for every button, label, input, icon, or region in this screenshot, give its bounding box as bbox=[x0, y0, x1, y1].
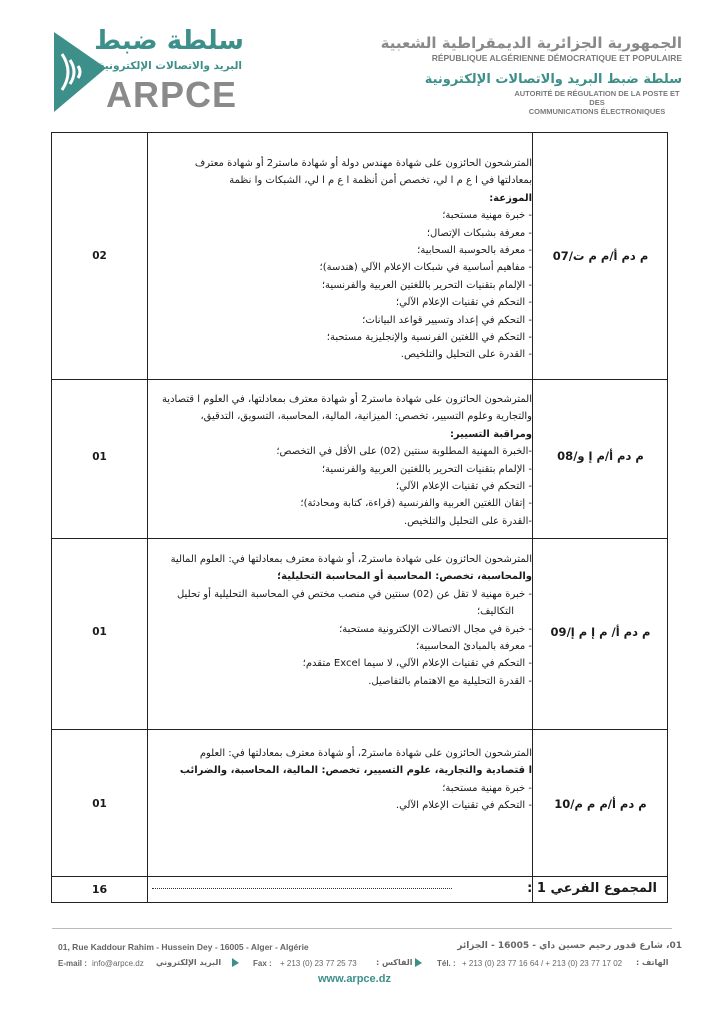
table-row-post-code: م دم أ/م م ت/07 bbox=[552, 249, 649, 263]
requirement-line: - الإلمام بتقنيات التحرير باللغتين العربية والفرنسية؛ bbox=[321, 463, 532, 475]
requirement-line: المترشحون الحائزون على شهادة ماستر2 أو شهادة معترف بمعادلتها، في العلوم ا قتصادية bbox=[161, 394, 532, 405]
leaf-bullet-icon bbox=[415, 958, 422, 967]
footer-email-label: E-mail : bbox=[58, 959, 87, 968]
positions-table bbox=[51, 132, 668, 903]
footer-fax-label-arabic: الفاكس : bbox=[376, 958, 413, 967]
table-row-post-code: م دم أ/م إ و/08 bbox=[557, 449, 644, 463]
row-divider bbox=[52, 729, 667, 730]
requirement-line: بمعادلتها في ا ع م ا لي، تخصص أمن أنظمة ا ع م ا لي، الشبكات وا نظمة bbox=[229, 175, 532, 187]
requirement-line: - معرفة بالمبادئ المحاسبية؛ bbox=[415, 641, 532, 653]
requirement-line: - التحكم في إعداد وتسيير قواعد البيانات؛ bbox=[362, 314, 532, 326]
footer-website-link[interactable]: www.arpce.dz bbox=[318, 973, 391, 985]
table-row-count: 01 bbox=[92, 451, 107, 463]
authority-french-line-2: COMMUNICATIONS ÉLECTRONIQUES bbox=[528, 107, 666, 116]
footer-fax-value: + 213 (0) 23 77 25 73 bbox=[280, 959, 357, 968]
subtotal-dotted-leader bbox=[152, 888, 452, 889]
authority-french-line-1: AUTORITÉ DE RÉGULATION DE LA POSTE ET DES bbox=[514, 89, 680, 107]
republic-arabic: الجمهورية الجزائرية الديمقراطية الشعبية bbox=[380, 34, 682, 52]
table-row-count: 01 bbox=[92, 626, 107, 638]
footer-tel-label-arabic: الهاتف : bbox=[636, 958, 669, 967]
footer-address-arabic: 01، شارع قدور رحيم حسين داي - 16005 - الجزائر bbox=[457, 941, 682, 951]
table-row-post-code: م دم أ/ م إ م إ/09 bbox=[550, 625, 651, 639]
subtotal-label: المجموع الفرعي 1 : bbox=[527, 881, 657, 896]
requirement-line: - القدرة التحليلية مع الاهتمام بالتفاصيل. bbox=[368, 675, 532, 687]
requirement-line: - التحكم في تقنيات الإعلام الآلي؛ bbox=[395, 297, 532, 309]
table-row-count: 01 bbox=[92, 798, 107, 810]
requirement-line: - معرفة بشبكات الإتصال؛ bbox=[426, 227, 532, 239]
requirement-line: ومراقبة التسيير: bbox=[449, 428, 532, 440]
requirement-line: - خبرة مهنية لا تقل عن (02) سنتين في منصب مختص في المحاسبة التحليلية أو تحليل bbox=[176, 588, 532, 600]
subtotal-value: 16 bbox=[91, 883, 108, 896]
footer-tel-value: + 213 (0) 23 77 16 64 / + 213 (0) 23 77 17 02 bbox=[462, 959, 623, 968]
requirement-line: والمحاسبة، تخصص: المحاسبة أو المحاسبة التحليلية؛ bbox=[277, 571, 532, 583]
table-row-post-code: م دم أ/م م م/10 bbox=[554, 797, 647, 811]
footer-divider bbox=[52, 928, 672, 929]
authority-arabic: سلطة ضبط البريد والاتصالات الإلكترونية bbox=[424, 72, 682, 87]
authority-french bbox=[322, 89, 682, 116]
footer-fax-label: Fax : bbox=[253, 959, 272, 968]
footer-tel-label: Tél. : bbox=[437, 959, 456, 968]
footer-email-link[interactable]: info@arpce.dz bbox=[92, 959, 144, 968]
letterhead-institution bbox=[322, 34, 682, 116]
requirement-line: - معرفة بالحوسبة السحابية؛ bbox=[417, 245, 532, 257]
requirement-line: -الخبرة المهنية المطلوبة سنتين (02) على الأقل في التخصص؛ bbox=[276, 446, 532, 458]
requirement-line: ا قتصادية والتجارية، علوم التسيير، تخصص: المالية، المحاسبة، والضرائب bbox=[179, 765, 532, 777]
arpce-logo bbox=[52, 26, 244, 116]
requirement-line: - القدرة على التحليل والتلخيص. bbox=[400, 349, 532, 361]
requirement-line: - خبرة مهنية مستحبة؛ bbox=[442, 210, 532, 222]
footer-address-french: 01, Rue Kaddour Rahim - Hussein Dey - 16005 - Alger - Algérie bbox=[58, 942, 309, 952]
requirement-line: - خبرة في مجال الاتصالات الإلكترونية مستحبة؛ bbox=[339, 623, 532, 635]
republic-french: RÉPUBLIQUE ALGÉRIENNE DÉMOCRATIQUE ET POPULAIRE bbox=[431, 53, 682, 63]
requirement-line: المترشحون الحائزون على شهادة ماستر2، أو شهادة معترف بمعادلتها في: العلوم bbox=[199, 748, 532, 759]
requirement-line: -القدرة على التحليل والتلخيص. bbox=[403, 515, 532, 527]
requirement-line: والتجارية وعلوم التسيير، تخصص: الميزانية، المالية، المحاسبة، التسويق، التدقيق، bbox=[200, 411, 532, 423]
logo-arabic-name: سلطة ضبط bbox=[94, 26, 244, 56]
requirement-line: - التحكم في اللغتين الفرنسية والإنجليزية مستحبة؛ bbox=[326, 332, 532, 344]
logo-arabic-subtitle: البريد والاتصالات الإلكترونية bbox=[98, 60, 242, 72]
requirement-line: المترشحون الحائزون على شهادة مهندس دولة أو شهادة ماستر2 أو شهادة معترف bbox=[194, 158, 532, 169]
table-row-requirements bbox=[148, 391, 532, 530]
requirement-line: - التحكم في تقنيات الإعلام الآلي، لا سيما Excel متقدم؛ bbox=[302, 658, 532, 670]
requirement-line: - خبرة مهنية مستحبة؛ bbox=[442, 782, 532, 794]
requirement-line: - التحكم في تقنيات الإعلام الآلي. bbox=[395, 800, 532, 812]
requirement-line: - التحكم في تقنيات الإعلام الآلي؛ bbox=[395, 481, 532, 493]
footer-email-label-arabic: البريد الإلكتروني bbox=[156, 958, 222, 967]
requirement-line: الموزعة: bbox=[489, 192, 532, 204]
logo-wordmark: ARPCE bbox=[106, 74, 238, 115]
requirement-line: - الإلمام بتقنيات التحرير باللغتين العربية والفرنسية؛ bbox=[321, 279, 532, 291]
requirement-line: - مفاهيم أساسية في شبكات الإعلام الآلي (هندسة)؛ bbox=[319, 262, 532, 274]
table-row-requirements bbox=[148, 155, 532, 364]
row-divider bbox=[52, 538, 667, 539]
requirement-line: - إتقان اللغتين العربية والفرنسية (قراءة، كتابة ومحادثة)؛ bbox=[300, 498, 532, 510]
row-divider bbox=[52, 379, 667, 380]
requirement-line: المترشحون الحائزون على شهادة ماستر2، أو شهادة معترف بمعادلتها في: العلوم المالية bbox=[170, 554, 532, 565]
row-divider bbox=[52, 876, 667, 877]
leaf-bullet-icon bbox=[232, 958, 239, 967]
table-row-requirements bbox=[148, 745, 532, 815]
table-row-requirements bbox=[148, 551, 532, 690]
table-row-count: 02 bbox=[92, 250, 107, 262]
requirement-line: التكاليف؛ bbox=[476, 606, 514, 618]
